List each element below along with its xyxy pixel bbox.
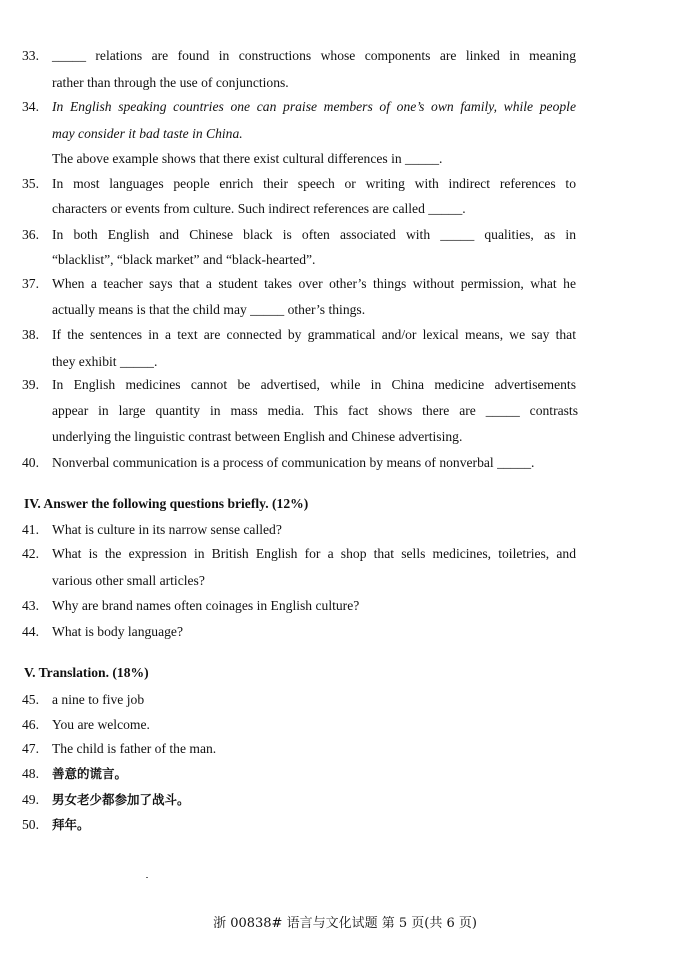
question-number: 48. xyxy=(22,766,39,781)
question-number: 43. xyxy=(22,598,39,613)
question-40 xyxy=(22,454,534,472)
question-42-cont: various other small articles? xyxy=(52,573,205,588)
question-text: In English medicines cannot be advertised, while in China medicine advertisements xyxy=(52,377,576,392)
question-38 xyxy=(22,326,578,344)
question-text: In English speaking countries one can praise members of one’s own family, while people xyxy=(52,99,576,114)
question-39-cont: appear in large quantity in mass media. This fact shows there are _____ contrasts xyxy=(52,403,578,418)
question-text: Nonverbal communication is a process of communication by means of nonverbal _____. xyxy=(52,455,535,470)
question-number: 37. xyxy=(22,276,39,291)
question-34-cont: may consider it bad taste in China. xyxy=(52,126,243,141)
question-text: What is culture in its narrow sense called? xyxy=(52,522,282,537)
question-35-cont: characters or events from culture. Such indirect references are called _____. xyxy=(52,201,466,216)
question-text: a nine to five job xyxy=(52,692,145,707)
question-35 xyxy=(22,175,578,193)
question-number: 39. xyxy=(22,377,39,392)
section-5-heading: V. Translation. (18%) xyxy=(24,665,149,680)
question-44 xyxy=(22,623,183,641)
question-48 xyxy=(22,765,127,783)
question-number: 47. xyxy=(22,741,39,756)
question-39 xyxy=(22,376,578,394)
question-47 xyxy=(22,740,216,758)
question-34-cont-2: The above example shows that there exist cultural differences in _____. xyxy=(52,151,443,166)
question-number: 45. xyxy=(22,692,39,707)
question-number: 33. xyxy=(22,48,39,63)
question-number: 41. xyxy=(22,522,39,537)
question-50 xyxy=(22,816,90,834)
question-36 xyxy=(22,226,578,244)
question-number: 36. xyxy=(22,227,39,242)
question-43 xyxy=(22,597,359,615)
section-4-heading: IV. Answer the following questions briefly. (12%) xyxy=(24,496,309,511)
page-footer: 浙 00838# 语言与文化试题 第 5 页(共 6 页) xyxy=(213,916,477,931)
question-text: What is the expression in British English for a shop that sells medicines, toiletries, and xyxy=(52,546,576,561)
question-41 xyxy=(22,521,282,539)
question-text: 男女老少都参加了战斗。 xyxy=(52,792,190,807)
question-text: 善意的谎言。 xyxy=(52,766,128,781)
question-text: What is body language? xyxy=(52,624,183,639)
question-text: In most languages people enrich their speech or writing with indirect references to xyxy=(52,176,576,191)
question-36-cont: “blacklist”, “black market” and “black-hearted”. xyxy=(52,252,316,267)
question-number: 42. xyxy=(22,546,39,561)
question-text: If the sentences in a text are connected by grammatical and/or lexical means, we say that xyxy=(52,327,576,342)
question-number: 50. xyxy=(22,817,39,832)
scan-speck xyxy=(146,877,148,878)
question-text: In both English and Chinese black is often associated with _____ qualities, as in xyxy=(52,227,576,242)
question-number: 46. xyxy=(22,717,39,732)
question-33-cont: rather than through the use of conjunctions. xyxy=(52,75,289,90)
question-number: 34. xyxy=(22,99,39,114)
question-46 xyxy=(22,716,150,734)
question-45 xyxy=(22,691,144,709)
question-38-cont: they exhibit _____. xyxy=(52,354,158,369)
question-49 xyxy=(22,791,190,809)
question-number: 40. xyxy=(22,455,39,470)
question-number: 35. xyxy=(22,176,39,191)
question-text: When a teacher says that a student takes over other’s things without permission, what he xyxy=(52,276,576,291)
question-text: 拜年。 xyxy=(52,817,90,832)
question-37 xyxy=(22,275,578,293)
question-33 xyxy=(22,47,578,65)
question-39-cont-2: underlying the linguistic contrast between English and Chinese advertising. xyxy=(52,429,463,444)
question-37-cont: actually means is that the child may _____ other’s things. xyxy=(52,302,366,317)
question-number: 44. xyxy=(22,624,39,639)
question-number: 49. xyxy=(22,792,39,807)
question-text: _____ relations are found in constructions whose components are linked in meaning xyxy=(52,48,576,63)
question-42 xyxy=(22,545,578,563)
question-34 xyxy=(22,98,578,116)
question-number: 38. xyxy=(22,327,39,342)
question-text: Why are brand names often coinages in English culture? xyxy=(52,598,360,613)
question-text: You are welcome. xyxy=(52,717,150,732)
question-text: The child is father of the man. xyxy=(52,741,217,756)
